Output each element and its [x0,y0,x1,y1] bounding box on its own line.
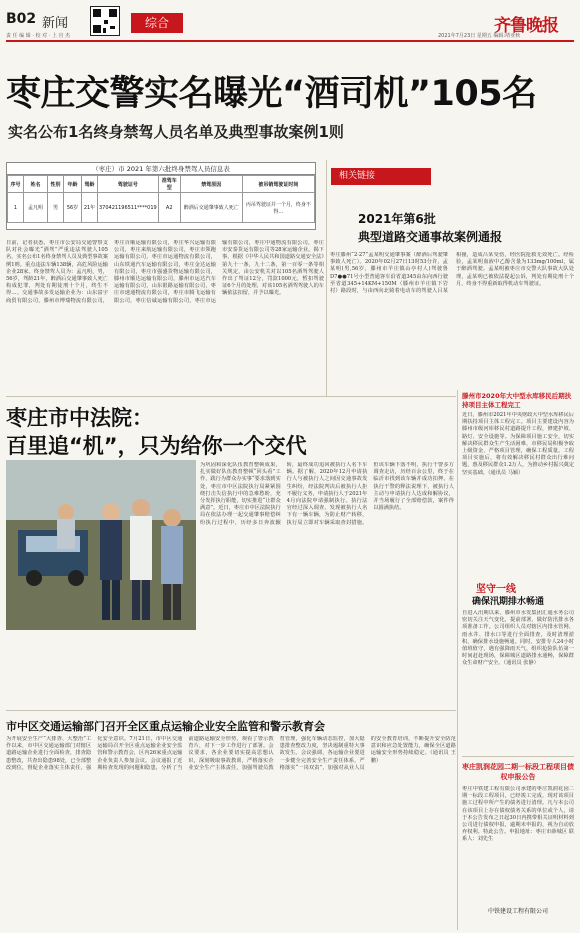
news-photo [6,460,196,630]
related-title-line2: 典型道路交通事故案例通报 [358,230,503,244]
story2-body: 为巩固和深化队伍教育整顿成果，扎实做好队伍教育整顿“回头看”工作，践行为群众办实事“要求落到实处，枣庄市中区法院执行局紧紧围绕打击失信执行中的急难愁盼，充分发挥执行职能，切实推进“让群众满意”。近日，枣庄市中区法院执行局在依法办理一起交通肇事赔偿纠纷执行过程中，历经多日奔波辗转，最终成功追回被执行人名下车辆。据了解，2020年12月申请执行人与被执行人之间因交通事故发生纠纷，经法院判决后被执行人拒不履行义务，申请执行人于2021年4月向法院申请强制执行。执行法官经过深入调查，发现被执行人名下有一辆车辆，为防止财产转移，执行局立即对车辆采取查封措施。但该车辆下落不明，执行干警多方调查走访，历经百余公里，终于在临沂市找到该车辆并成功扣押。在执行干警的释法说理下，被执行人主动与申请执行人达成和解协议，并当场履行了全部赔偿款，案件得以圆满执结。 [200,462,454,526]
sidebar-item3-signature: 中铁建设工程有限公司 [487,908,548,915]
table-row [8,193,315,223]
related-title-line1: 2021年第6批 [358,212,436,226]
main-headline: 枣庄交警实名曝光“酒司机”105名 [6,74,537,114]
table-cell: 丙吊驾驶证并一个月，终身不得… [242,193,314,223]
editor-line: 责 任 编 辑 · 校 对 · 上 官 杰 [6,33,71,39]
sidebar-item3-body: 枣庄中铁建工程有限公司承建的枣庄凯润花园二期一标段工程项目，已经竣工完成，现对该项目施工过程中所产生的债务进行清理。凡与本公司在该项目上存在债权债务关系的单位或个人，请于本公告发布之日起30日内携带相关证明材料到公司进行债权申报，逾期未申报的，视为自动放弃权利。特此公告。申报地址：枣庄市薛城区 联系人：刘先生 [462,786,574,843]
table-header: 姓名 [24,176,48,193]
table-header: 性别 [48,176,64,193]
sidebar-item2-body: 自进入汛期以来，滕州市水发集团汇通水务公司密切关注天气变化，提前部署，做好防汛排水各项准备工作。公司组织人员对辖区内排水管网、雨水井、排水口等进行全面排查，及时清理淤积，确保排水设施畅通。同时，安排专人24小时值班值守，遇有强降雨天气，组织抢险队伍第一时间赶赴现场，保障城区道路排水通畅，保障群众生命财产安全。（通讯员 张静） [462,610,574,667]
table-cell: 370421196511****019 [98,193,159,223]
sidebar-item2-subtitle: 确保汛期排水畅通 [472,597,545,607]
table-cell: A2 [158,193,180,223]
related-body: 枣庄滕州“2·27”孟某明交通肇事案（醉酒后驾驶肇事致人死亡）。2020年02月27日13时53分许，孟某明(男,56岁，滕州市羊庄镇山亭村人)驾驶鲁D7●●71号小型普通客车沿省道345由东向西行驶至省道345+14KM+150M（滕州市羊庄镇下岩村）路段时，与由西向北骑着电动车的驾驶人吕某相撞，造成吕某受伤，经医院抢救无效死亡。经检验，孟某明血液中乙醇含量为133mg/100ml，属于醉酒驾驶。孟某明被枣庄市交警大队事故大队处理，孟某明已被依法提起公诉，判处有期徒刑十个月，终身不得重新取得机动车驾驶证。 [330,252,574,295]
table-header: 被吊销驾驶证时间 [242,176,314,193]
table-title: （枣庄）市 2021 年第六批终身禁驾人员信息表 [7,163,315,175]
sidebar-item1-body: 近日，滕州市2021年中央财政大中型水库移民后期扶持项目主体工程完工。项目主要建设内容为滕州市级河库移民村道路提升工程，修建护坡、路灯、安全设施等。为保障项目施工安全，切实解决移民群众生产生活困难，市移民局积极争取上级资金，严格项目管理，确保工程质量。工程项目实施后，将有效解决移民村群众出行难问题，惠及移民群众1.2万人，为推动乡村振兴奠定坚实基础。（通讯员 马颖） [462,412,574,476]
table-header: 禁驾原因 [180,176,242,193]
divider [326,160,327,396]
divider [6,396,456,397]
table-header: 年龄 [64,176,82,193]
top-rule [6,40,574,42]
sidebar-item1-title: 滕州市2020年大中型水库移民后期扶持项目主体工程完工 [462,392,572,409]
story2-headline-line1: 枣庄市中法院： [6,406,153,430]
table-cell: 56岁 [64,193,82,223]
story3-body: 为开展安全生产“大排查、大整治”工作以来，市中区交通运输部门对辖区道路运输企业进行全面检查，排查隐患整改，共查出隐患98处，已全部整改到位，督促企业落实主体责任，强化安全意识。7月21日，市中区交通运输局召开全区重点运输企业安全监管和警示教育会，区内26家重点运输企业负责人参加会议。会议通报了近期检查发现的问题和隐患，分析了当前道路运输安全形势，观看了警示教育片，对下一步工作进行了部署。会议要求，各企业要切实提高思想认识，深刻吸取事故教训，严格落实企业安全生产主体责任，加强驾驶员教育管理，强化车辆动态监控，加大隐患排查整改力度，坚决遏制重特大事故发生。会议强调，各运输企业要进一步健全完善安全生产责任体系，严格落实“一岗双责”，加强对从业人员的安全教育培训，不断提升安全防范意识和应急处置能力，确保全区道路运输安全形势持续稳定。（通讯员 王鹏） [6,736,456,771]
table-cell: 男 [48,193,64,223]
table-cell: 醉酒后交通肇事致人死亡 [180,193,242,223]
section-name: 新闻 [42,16,69,31]
dateline: 2021年7月23日 星期五 编辑:靖亚秋 [438,33,521,39]
table-header: 驾驶证号 [98,176,159,193]
story1-body: 日前，记者获悉，枣庄市公安局交通警察支队对社会曝光“酒驾”严重违法驾驶人105名，实名公布1名终身禁驾人员及典型事故案例1则。重点违法车辆138辆，高危风险运输企业28家。终身禁驾人员为：孟凡明，男，56岁，驾龄21年，醉酒后交通肇事致人死亡构成犯罪，判处有期徒刑十个月，终生不得…。交通事故多发运输企业为：山东富宇商贸有限公司，滕州市博瑞物流有限公司，枣庄百顺运输有限公司，枣庄华兴运输有限公司，枣庄来航运输有限公司，枣庄市领跑运输有限公司，枣庄市运通物流有限公司，山东铁通汽车运输有限公司，枣庄金达运输有限公司，枣庄市强盛货物运输有限公司，滕州市顺达运输有限公司，滕州市运达汽车运输有限公司，山东银路运输有限公司，枣庄市速通物流有限公司，枣庄市腾飞运输有限公司，枣庄信诚运输有限公司，枣庄市运输有限公司，枣庄中通物流有限公司，枣庄市安泰货运有限公司等28家运输企业。揭下事，根据《中华人民共和国道路交通安全法》第九十一条，九十二条，第一百零一条等相关规定，由公安机关对以105名酒驾驾驶人作出了驾证12分，罚款1000元，暂扣驾驶证6个月的处理，对该105名酒驾驾驶人的车辆依法扣留，并予以曝光。 [6,240,324,304]
newspaper-logo: 齐鲁晚报 [494,16,558,36]
sidebar-item3-title: 枣庄凯润花园二期一标段工程项目债权申报公告 [462,763,574,781]
divider [6,710,456,711]
story2-headline-line2: 百里追“机”，只为给你一个交代 [6,434,307,458]
story3-headline: 市中区交通运输部门召开全区重点运输企业安全监管和警示教育会 [6,720,325,733]
table-header-row [8,176,315,193]
main-subhead: 实名公布1名终身禁驾人员名单及典型事故案例1则 [8,123,344,141]
sidebar-item2-title: 坚守一线 [476,584,516,595]
table-header: 准驾车型 [158,176,180,193]
table-cell: 孟凡明 [24,193,48,223]
divider [457,390,458,930]
qr-code-icon [90,6,120,36]
related-link-banner: 相关链接 [331,168,431,185]
table-header: 序号 [8,176,24,193]
ban-list-table [6,162,316,230]
table-cell: 21年 [82,193,98,223]
ban-table-grid [7,175,315,223]
page-number: B02 [6,11,37,27]
table-header: 驾龄 [82,176,98,193]
table-cell: 1 [8,193,24,223]
divider [462,756,574,757]
news-photo-image [6,460,196,630]
section-tag: 综合 [131,13,183,33]
